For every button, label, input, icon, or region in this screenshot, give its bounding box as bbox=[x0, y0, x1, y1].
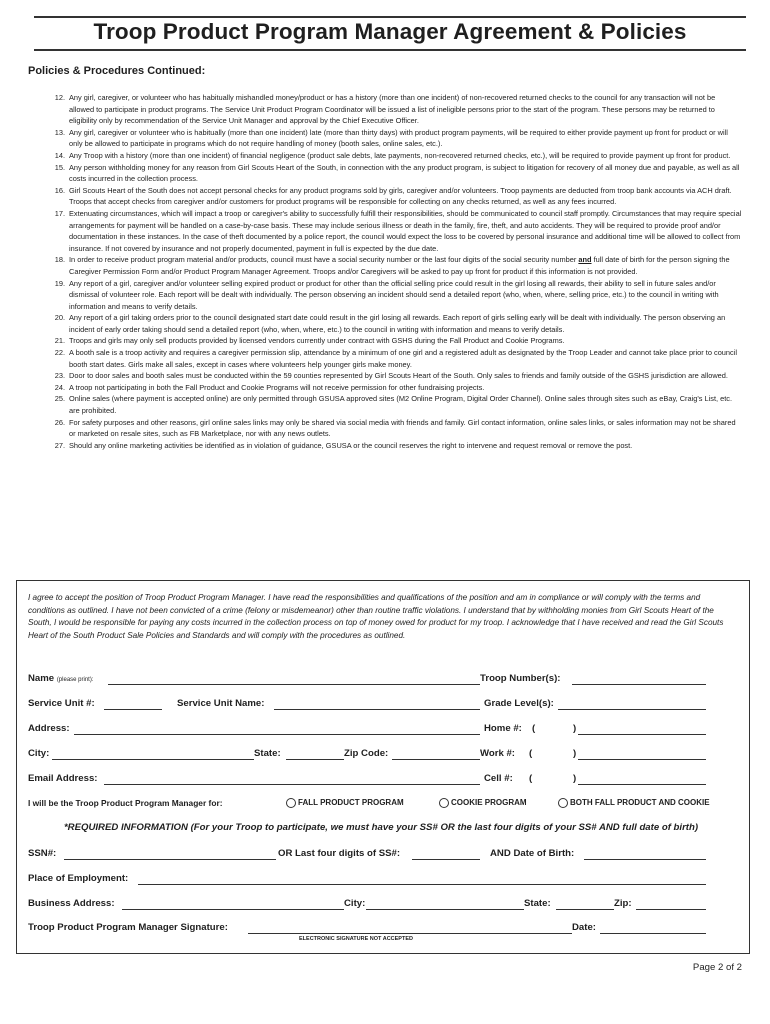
policy-number: 16. bbox=[54, 185, 65, 195]
grade-level-field[interactable] bbox=[558, 709, 706, 710]
fall-product-radio[interactable] bbox=[286, 798, 296, 808]
business-zip-field[interactable] bbox=[636, 909, 706, 910]
state-field[interactable] bbox=[286, 759, 344, 760]
home-phone-label: Home #: bbox=[484, 723, 522, 734]
signature-date-field[interactable] bbox=[600, 933, 706, 934]
policy-number: 25. bbox=[54, 394, 65, 404]
policy-item bbox=[28, 417, 742, 440]
email-label: Email Address: bbox=[28, 773, 98, 784]
policy-item bbox=[28, 127, 742, 150]
policy-number: 23. bbox=[54, 371, 65, 381]
policy-number: 12. bbox=[54, 93, 65, 102]
grade-level-label: Grade Level(s): bbox=[484, 698, 554, 709]
date-of-birth-label: AND Date of Birth: bbox=[490, 848, 575, 859]
policy-item bbox=[28, 393, 742, 416]
policy-text bbox=[69, 254, 742, 277]
policy-item bbox=[28, 278, 742, 313]
policy-number: 21. bbox=[54, 336, 65, 346]
business-address-label: Business Address: bbox=[28, 898, 115, 909]
cell-area-open-paren: ( bbox=[529, 773, 533, 784]
policy-text: Any report of a girl taking orders prior to the council designated start date could result in the girl losing all rewards. Each report of girls selling early will be dealt with individually. The person observing an incident of early order taking should send a detailed report (who, when, where, etc.) to the council in writing with information and means to verify details. bbox=[69, 313, 726, 334]
name-label: Name (please print): bbox=[28, 673, 94, 684]
policy-text: Any report of a girl, caregiver and/or volunteer selling expired product or product for other than the official selling price could result in the girl losing all rewards, their ability to sell in future sales and/or dismissal of volunteer role. Each report will be dealt with individually. The person observing an incident should send a detailed report (who, when, where, selling price, etc.) to the council in writing with information and means to verify details. bbox=[69, 278, 719, 311]
home-area-close-paren: ) bbox=[573, 723, 577, 734]
policy-text-part: full date of birth for the person signing the Caregiver Permission Form and/or Product Program Manager Agreement. Troops and/or Caregivers will be asked to pay up front for product if this information is not provided. bbox=[69, 255, 730, 276]
policy-item bbox=[28, 150, 742, 162]
last-four-ssn-label: OR Last four digits of SS#: bbox=[278, 848, 401, 859]
policy-number: 18. bbox=[54, 255, 65, 265]
policy-number: 20. bbox=[54, 313, 65, 323]
troop-number-label: Troop Number(s): bbox=[480, 673, 561, 684]
date-of-birth-field[interactable] bbox=[584, 859, 706, 860]
manager-for-label: I will be the Troop Product Program Manager for: bbox=[28, 798, 223, 808]
cell-phone-label: Cell #: bbox=[484, 773, 513, 784]
business-state-field[interactable] bbox=[556, 909, 614, 910]
employment-label: Place of Employment: bbox=[28, 873, 129, 884]
business-city-field[interactable] bbox=[366, 909, 524, 910]
policy-number: 27. bbox=[54, 440, 65, 450]
name-field[interactable] bbox=[108, 684, 480, 685]
email-field[interactable] bbox=[104, 784, 480, 785]
page-number: Page 2 of 2 bbox=[692, 962, 742, 973]
address-label: Address: bbox=[28, 723, 70, 734]
policy-item bbox=[28, 162, 742, 185]
policy-text: Troops and girls may only sell products provided by licensed vendors currently under contract with GSHS during the Fall Product and Cookie Programs. bbox=[69, 336, 565, 346]
cookie-program-option-label: COOKIE PROGRAM bbox=[451, 798, 527, 807]
policy-item bbox=[28, 312, 742, 335]
policy-item bbox=[28, 440, 742, 452]
policy-text: Any Troop with a history (more than one incident) of financial negligence (product sale debts, late payments, non-recovered returned checks, etc.), will be required to provide payment up front for product. bbox=[69, 150, 731, 160]
service-unit-number-field[interactable] bbox=[104, 709, 162, 710]
policy-number: 19. bbox=[54, 278, 65, 288]
policy-item bbox=[28, 208, 742, 254]
cell-phone-field[interactable] bbox=[578, 784, 706, 785]
policy-number: 15. bbox=[54, 162, 65, 172]
work-area-open-paren: ( bbox=[529, 748, 533, 759]
policy-text: For safety purposes and other reasons, girl online sales links may only be shared via social media with friends and family. Girl contact information, online sales links, or sales information may not be shared or marketed on resale sites, such as FB Marketplace, nor with any news outlets. bbox=[69, 417, 736, 439]
policy-text-part: In order to receive product program material and/or products, council must have a social security number or the last four digits of the social security number bbox=[69, 255, 579, 265]
signature-date-label: Date: bbox=[572, 922, 596, 933]
work-area-close-paren: ) bbox=[573, 748, 577, 759]
zip-code-label: Zip Code: bbox=[344, 748, 389, 759]
policy-emphasis: and bbox=[578, 255, 592, 265]
policy-text: A booth sale is a troop activity and requires a caregiver permission slip, attendance by a minimum of one girl and a registered adult as designated by the Troop Leader and cannot take place prior to council booth start dates. Girls make all sales, except in cases where volunteers help younger girls make money. bbox=[69, 348, 738, 369]
policy-item bbox=[28, 254, 742, 277]
service-unit-name-label: Service Unit Name: bbox=[177, 698, 265, 709]
business-zip-label: Zip: bbox=[614, 898, 632, 909]
work-phone-field[interactable] bbox=[578, 759, 706, 760]
last-four-ssn-field[interactable] bbox=[412, 859, 480, 860]
cell-area-close-paren: ) bbox=[573, 773, 577, 784]
policy-number: 13. bbox=[54, 127, 65, 137]
policy-item bbox=[28, 185, 742, 208]
home-phone-field[interactable] bbox=[578, 734, 706, 735]
ssn-field[interactable] bbox=[64, 859, 276, 860]
address-field[interactable] bbox=[74, 734, 480, 735]
page-title: Troop Product Program Manager Agreement & Policies bbox=[93, 19, 687, 44]
zip-code-field[interactable] bbox=[392, 759, 480, 760]
service-unit-number-label: Service Unit #: bbox=[28, 698, 95, 709]
signature-label: Troop Product Program Manager Signature: bbox=[28, 922, 228, 933]
policy-text: Door to door sales and booth sales must be conducted within the 59 counties represented by Girl Scouts Heart of the South. Only sales to friends and family outside of the GSHS jurisdiction are allowed. bbox=[69, 371, 728, 381]
policy-item bbox=[28, 92, 742, 127]
policy-text: Girl Scouts Heart of the South does not accept personal checks for any product programs sold by girls, caregiver and/or volunteers. Troop payments are deducted from troop bank accounts via ACH draft. Troops that accept checks from caregiver and/or customers for product programs will be responsible for collecting on any checks returned, as well as any fees incurred. bbox=[69, 185, 732, 207]
agreement-statement: I agree to accept the position of Troop Product Program Manager. I have read the responsibilities and qualifications of the position and am in compliance or will comply with the terms and conditions as outlined. I have not been convicted of a crime (felony or misdemeanor) other than routine traffic violations. I understand that by withholding monies from Girl Scouts Heart of the South, I would be responsible for paying any costs incurred in the collection process on top of money owed for product for my troop. I acknowledge that I have received and read the Girl Scouts Heart of the South Product Sale Policies and Standards and will comply with the procedures as outlined. bbox=[28, 593, 724, 640]
ssn-label: SSN#: bbox=[28, 848, 57, 859]
policy-item bbox=[28, 347, 742, 370]
home-area-open-paren: ( bbox=[532, 723, 536, 734]
title-rule-bottom bbox=[34, 49, 746, 51]
policy-number: 14. bbox=[54, 150, 65, 160]
policy-text: Online sales (where payment is accepted online) are only permitted through GSUSA approved sites (M2 Online Program, Digital Order Channel). Online sales through sites such as eBay, Craig's List, etc. are prohibited. bbox=[69, 394, 733, 416]
policy-item bbox=[28, 335, 742, 347]
work-phone-label: Work #: bbox=[480, 748, 516, 759]
policy-text: A troop not participating in both the Fall Product and Cookie Programs will not receive permission for other fundraising projects. bbox=[69, 382, 485, 392]
policy-text: Extenuating circumstances, which will impact a troop or caregiver's ability to successfully fulfill their responsibilities, should be communicated to council staff promptly. Circumstances that may require special arrangements for payment will be handled on a case-by-case basis. These may include serious illness or death in the family, fire, theft, and auto accidents. They will be required to provide proof and/or documentation in these instances. In the case of theft documented by a police report, the council would expect the loss to be covered by personal insurance and additional time will be allowed to collect from insurance. If not covered by insurance and not properly documented, payment in full is expected by the due date. bbox=[69, 208, 742, 253]
service-unit-name-field[interactable] bbox=[274, 709, 480, 710]
state-label: State: bbox=[254, 748, 281, 759]
cookie-program-radio[interactable] bbox=[439, 798, 449, 808]
policy-number: 17. bbox=[54, 208, 65, 218]
policy-number: 26. bbox=[54, 417, 65, 427]
both-programs-option-label: BOTH FALL PRODUCT AND COOKIE bbox=[570, 798, 710, 807]
title-rule-top bbox=[34, 16, 746, 18]
policy-item bbox=[28, 370, 742, 382]
electronic-signature-note: ELECTRONIC SIGNATURE NOT ACCEPTED bbox=[299, 936, 413, 942]
troop-number-field[interactable] bbox=[572, 684, 706, 685]
fall-product-option-label: FALL PRODUCT PROGRAM bbox=[298, 798, 404, 807]
policy-list bbox=[28, 92, 742, 451]
section-heading: Policies & Procedures Continued: bbox=[28, 65, 206, 77]
policy-number: 24. bbox=[54, 382, 65, 392]
policy-text: Any girl, caregiver or volunteer who is habitually (more than one incident) late (more than thirty days) with product program payments, will be required to either provide payment up front for product or will only be allowed to participate in programs which do not require handling of money (booth sales, online sales, etc.). bbox=[69, 127, 728, 149]
policy-text: Any girl, caregiver, or volunteer who has habitually mishandled money/product or has a history (more than one incident) of non-recovered returned checks to the council for any transaction will not be allowed to participate in product programs. The Service Unit Product Program Coordinator will be issued a list of ineligible persons prior to the start of the program. These persons may be returned to eligibility only by recommendation of the Service Unit Manager and approval by the Chief Executive Officer. bbox=[69, 93, 716, 126]
signature-field[interactable] bbox=[248, 933, 572, 934]
required-information-note: *REQUIRED INFORMATION (For your Troop to participate, we must have your SS# OR the last four digits of your SS# AND full date of birth) bbox=[63, 822, 699, 833]
city-field[interactable] bbox=[52, 759, 254, 760]
policy-text: Should any online marketing activities be identified as in violation of guidance, GSUSA or the council reserves the right to intervene and request removal or remove the post. bbox=[69, 440, 633, 450]
policy-text: Any person withholding money for any reason from Girl Scouts Heart of the South, in connection with the any product program, is subject to litigation for recovery of all money due and payable, as well as all costs incurred in the collection process. bbox=[69, 162, 740, 184]
employment-field[interactable] bbox=[138, 884, 706, 885]
business-state-label: State: bbox=[524, 898, 551, 909]
city-label: City: bbox=[28, 748, 50, 759]
policy-item bbox=[28, 382, 742, 394]
business-city-label: City: bbox=[344, 898, 366, 909]
policy-number: 22. bbox=[54, 348, 65, 358]
both-programs-radio[interactable] bbox=[558, 798, 568, 808]
business-address-field[interactable] bbox=[122, 909, 344, 910]
